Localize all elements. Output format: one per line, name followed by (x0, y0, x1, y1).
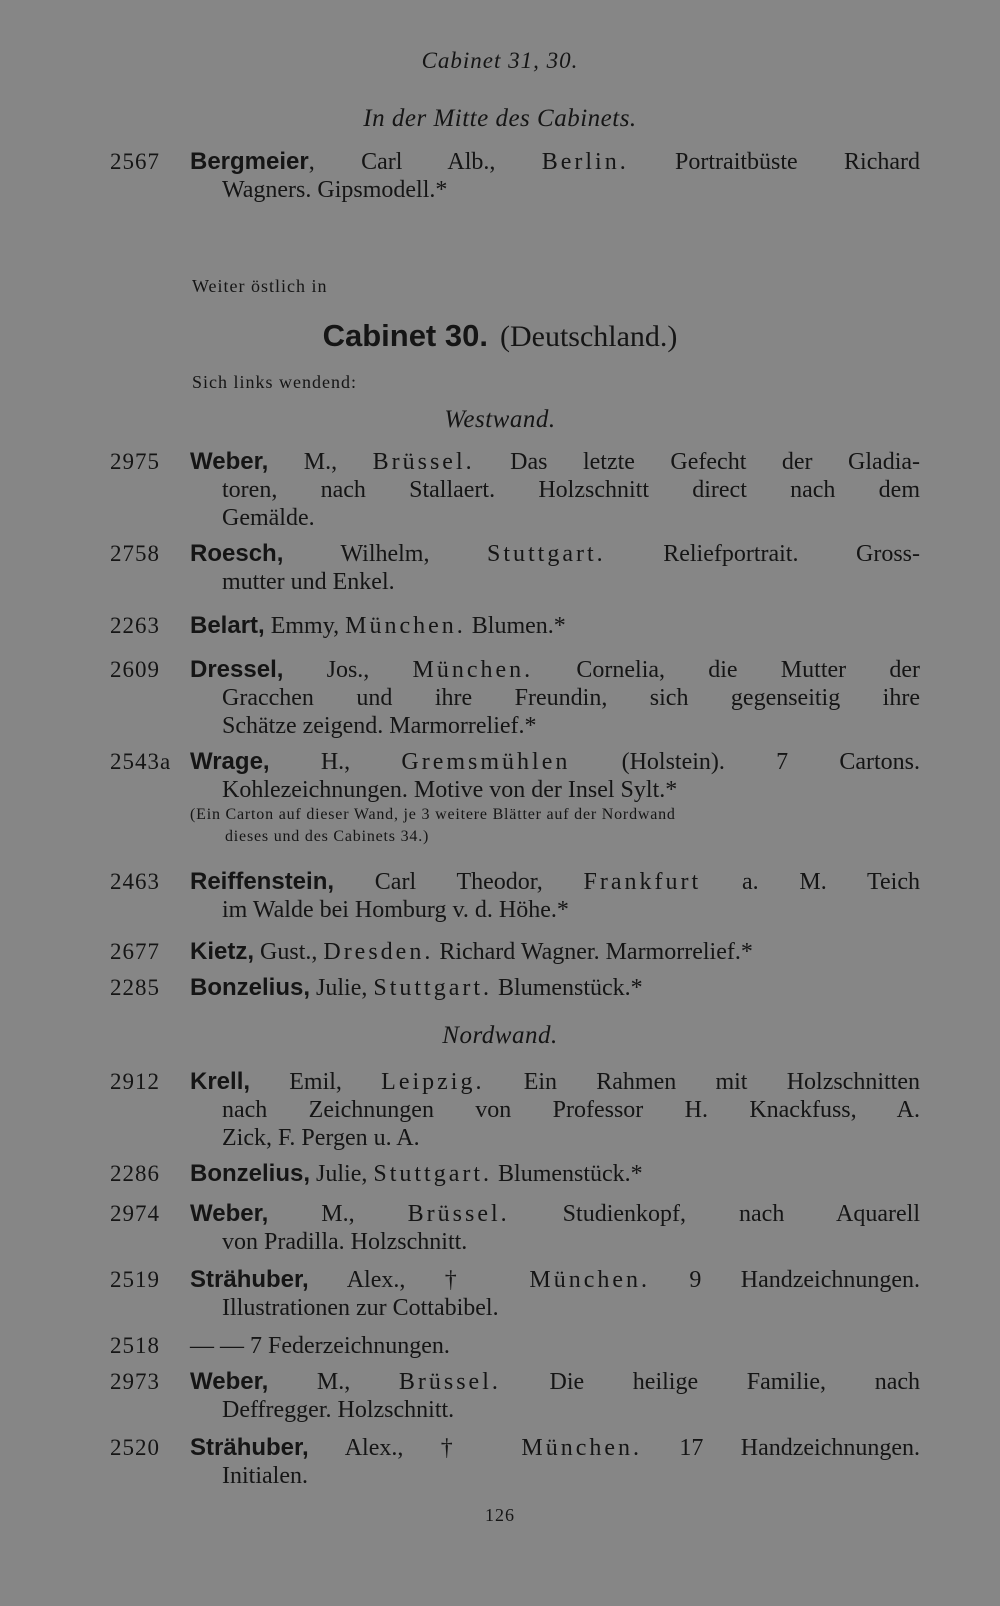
work-title: Blumenstück.* (492, 1161, 643, 1187)
work-title: — — 7 Federzeichnungen. (190, 1333, 450, 1359)
entry-number: 2263 (110, 613, 160, 638)
section-north-wall: Nordwand. (442, 1022, 558, 1049)
artist-city: Gremsmühlen (401, 749, 571, 775)
artist-city: Berlin. (541, 149, 629, 175)
artist-name: Strähuber, (190, 1266, 309, 1293)
entry-number: 2677 (110, 939, 160, 964)
cabinet-heading (0, 318, 1000, 354)
catalog-entry: 2463 Reiffenstein, Carl Theodor, Frankfurt a. M. Teich im Walde bei Homburg v. d. Höhe.* (110, 868, 921, 923)
artist-city: München. (412, 657, 534, 683)
direction-note-left: Sich links wendend: (192, 372, 357, 392)
entry-continuation: toren, nach Stallaert. Holzschnitt direct nach dem (222, 477, 920, 503)
work-title: Portraitbüste Richard (628, 149, 920, 175)
entry-number: 2758 (110, 541, 160, 566)
entry-continuation: Zick, F. Pergen u. A. (222, 1125, 420, 1151)
artist-city: München. (345, 613, 466, 639)
catalog-entry: 2609 Dressel, Jos., München. Cornelia, die Mutter der Gracchen und ihre Freundin, sich gegenseitig ihre Schätze zeigend. Marmorrelief.* (110, 656, 920, 739)
catalog-entry: 2285 Bonzelius, Julie, Stuttgart. Blumenstück.* (110, 974, 643, 1001)
running-head: Cabinet 31, 30. (421, 48, 579, 73)
entry-note: dieses und des Cabinets 34.) (225, 828, 430, 845)
work-title: 17 Handzeichnungen. (642, 1435, 921, 1461)
artist-city: Brüssel. (398, 1369, 501, 1395)
work-title: Die heilige Familie, nach (500, 1369, 920, 1395)
artist-city: Brüssel. (372, 449, 475, 475)
artist-name: Strähuber, (190, 1434, 309, 1461)
entry-continuation: Schätze zeigend. Marmorrelief.* (222, 713, 537, 739)
catalog-entry: 2758 Roesch, Wilhelm, Stuttgart. Reliefportrait. Gross- mutter und Enkel. (110, 540, 920, 595)
catalog-entry: 2263 Belart, Emmy, München. Blumen.* (110, 612, 566, 639)
artist-name: Bonzelius, (190, 974, 311, 1001)
artist-city: Leipzig. (381, 1069, 485, 1095)
entry-number: 2463 (110, 869, 160, 894)
entry-number: 2567 (110, 149, 160, 174)
entry-continuation: Illustrationen zur Cottabibel. (222, 1295, 499, 1321)
artist-city: Dresden. (323, 939, 434, 965)
entry-number: 2609 (110, 657, 160, 682)
entry-continuation: Gemälde. (222, 505, 315, 531)
direction-note: Weiter östlich in (192, 276, 328, 296)
entry-continuation: nach Zeichnungen von Professor H. Knackfuss, A. (222, 1097, 920, 1123)
entry-number: 2519 (110, 1267, 160, 1292)
catalog-entry: 2677 Kietz, Gust., Dresden. Richard Wagner. Marmorrelief.* (110, 938, 753, 965)
artist-city: Brüssel. (407, 1201, 510, 1227)
artist-name: Reiffenstein, (190, 868, 335, 895)
artist-name: Kietz, (190, 938, 255, 965)
catalog-entry: 2286 Bonzelius, Julie, Stuttgart. Blumenstück.* (110, 1160, 643, 1187)
work-title: (Holstein). 7 Cartons. (570, 749, 920, 775)
entry-number: 2543a (110, 749, 172, 774)
artist-city: München. (529, 1267, 651, 1293)
artist-name: Dressel, (190, 656, 284, 683)
catalog-entry (110, 1332, 920, 1360)
artist-name: Belart, (190, 612, 265, 639)
entry-continuation: Wagners. Gipsmodell.* (222, 177, 448, 203)
artist-city: München. (521, 1435, 643, 1461)
catalog-entry: 2974 Weber, M., Brüssel. Studienkopf, nach Aquarell von Pradilla. Holzschnitt. (110, 1200, 920, 1255)
entry-number: 2912 (110, 1069, 160, 1094)
entry-continuation: von Pradilla. Holzschnitt. (222, 1229, 468, 1255)
entry-continuation: Gracchen und ihre Freundin, sich gegenseitig ihre (222, 685, 920, 711)
entry-note: (Ein Carton auf dieser Wand, je 3 weitere Blätter auf der Nordwand (190, 806, 676, 823)
artist-city: Stuttgart. (373, 975, 493, 1001)
work-title: 9 Handzeichnungen. (650, 1267, 921, 1293)
artist-name: Krell, (190, 1068, 251, 1095)
work-title: Das letzte Gefecht der Gladia- (474, 449, 921, 475)
work-title: Blumen.* (465, 613, 566, 639)
entry-continuation: Kohlezeichnungen. Motive von der Insel Sylt.* (222, 777, 678, 803)
artist-name: Weber, (190, 1368, 269, 1395)
catalog-entry: 2519 Strähuber, Alex., † München. 9 Handzeichnungen. Illustrationen zur Cottabibel. (110, 1266, 921, 1321)
artist-name: Weber, (190, 448, 269, 475)
entry-number: 2975 (110, 449, 160, 474)
cabinet-label: Cabinet 30. (322, 318, 488, 353)
work-title: Reliefportrait. Gross- (605, 541, 920, 567)
section-west-wall: Westwand. (444, 406, 556, 433)
artist-city: Stuttgart. (373, 1161, 493, 1187)
work-title: Blumenstück.* (492, 975, 643, 1001)
catalog-entry: 2975 Weber, M., Brüssel. Das letzte Gefecht der Gladia- toren, nach Stallaert. Holzschnitt direct nach dem Gemälde. (110, 448, 921, 531)
entry-continuation: Deffregger. Holzschnitt. (222, 1397, 455, 1423)
entry-continuation: im Walde bei Homburg v. d. Höhe.* (222, 897, 569, 923)
artist-name: Wrage, (190, 748, 270, 775)
entry-continuation: mutter und Enkel. (222, 569, 395, 595)
entry-number: 2286 (110, 1161, 160, 1186)
artist-name: Weber, (190, 1200, 269, 1227)
section-center-heading: In der Mitte des Cabinets. (363, 105, 637, 132)
artist-name: Roesch, (190, 540, 284, 567)
artist-given: Carl Alb., (361, 149, 542, 175)
work-title: a. M. Teich (701, 869, 921, 895)
work-title: Cornelia, die Mutter der (533, 657, 920, 683)
entry-number: 2974 (110, 1201, 160, 1226)
artist-name: Bergmeier (190, 148, 309, 175)
catalog-entry: 2912 Krell, Emil, Leipzig. Ein Rahmen mit Holzschnitten nach Zeichnungen von Professor H. Knackfuss, A. Zick, F. Pergen u. A. (110, 1068, 920, 1151)
artist-city: Frankfurt (583, 869, 702, 895)
page-number: 126 (485, 1505, 515, 1525)
catalog-entry: 2973 Weber, M., Brüssel. Die heilige Familie, nach Deffregger. Holzschnitt. (110, 1368, 920, 1423)
catalog-entry: 2543a Wrage, H., Gremsmühlen (Holstein). 7 Cartons. Kohlezeichnungen. Motive von der Insel Sylt.* (Ein Carton auf dieser Wand, je 3 weitere Blätter auf der Nordwand dieses und des Cabinets 34.) (110, 748, 920, 848)
entry-number: 2973 (110, 1369, 160, 1394)
work-title: Ein Rahmen mit Holzschnitten (484, 1069, 920, 1095)
work-title: Richard Wagner. Marmorrelief.* (433, 939, 753, 965)
cabinet-country: (Deutschland.) (499, 320, 678, 353)
artist-name: Bonzelius, (190, 1160, 311, 1187)
entry-number: 2520 (110, 1435, 160, 1460)
entry-continuation: Initialen. (222, 1463, 308, 1489)
artist-city: Stuttgart. (487, 541, 606, 567)
catalog-entry: 2567 Bergmeier, Carl Alb., Berlin. Portraitbüste Richard Wagners. Gipsmodell.* (110, 148, 920, 203)
entry-number: 2518 (110, 1333, 160, 1358)
catalog-entry: 2520 Strähuber, Alex., † München. 17 Handzeichnungen. Initialen. (110, 1434, 921, 1489)
work-title: Studienkopf, nach Aquarell (509, 1201, 920, 1227)
entry-number: 2285 (110, 975, 160, 1000)
